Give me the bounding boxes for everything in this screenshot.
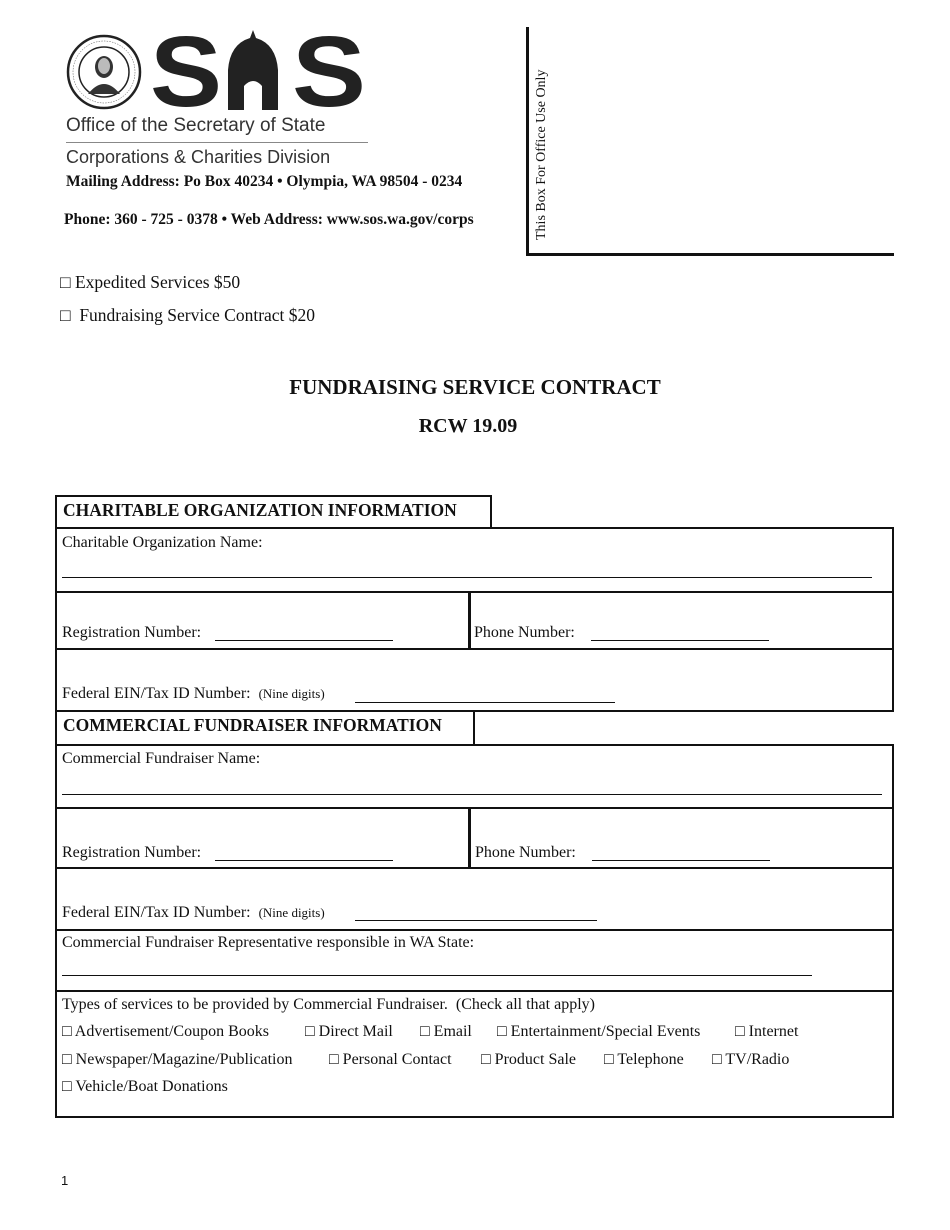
service-email-checkbox[interactable]: □ Email (420, 1023, 472, 1040)
commercial-representative-label: Commercial Fundraiser Representative responsible in WA State: (62, 934, 475, 951)
service-personal-contact-checkbox[interactable]: □ Personal Contact (329, 1051, 452, 1068)
office-use-box (526, 27, 894, 256)
commercial-name-field[interactable] (62, 794, 882, 795)
form-title: FUNDRAISING SERVICE CONTRACT (289, 375, 661, 399)
service-newspaper-checkbox[interactable]: □ Newspaper/Magazine/Publication (62, 1051, 293, 1068)
service-vehicle-boat-checkbox[interactable]: □ Vehicle/Boat Donations (62, 1078, 228, 1095)
page-number: 1 (61, 1173, 69, 1188)
mailing-address: Mailing Address: Po Box 40234 • Olympia, WA 98504 - 0234 (66, 173, 463, 190)
office-of-secretary-of-state-text: Office of the Secretary of State (66, 115, 326, 136)
commercial-name-label: Commercial Fundraiser Name: (62, 750, 261, 767)
service-tv-radio-checkbox[interactable]: □ TV/Radio (712, 1051, 790, 1068)
commercial-registration-label: Registration Number: (62, 844, 202, 861)
services-intro: Types of services to be provided by Commercial Fundraiser. (Check all that apply) (62, 996, 595, 1013)
charitable-ein-label (62, 685, 325, 703)
commercial-section-heading: COMMERCIAL FUNDRAISER INFORMATION (55, 710, 475, 746)
office-use-box-label: This Box For Office Use Only (534, 69, 549, 240)
commercial-registration-field[interactable] (215, 860, 393, 861)
fundraising-contract-fee-checkbox[interactable]: □ Fundraising Service Contract $20 (60, 305, 316, 325)
commercial-ein-hint: (Nine digits) (258, 905, 325, 920)
commercial-ein-label (62, 904, 325, 922)
charitable-ein-label-text: Federal EIN/Tax ID Number: (62, 685, 251, 702)
logo-divider (66, 142, 368, 143)
commercial-representative-field[interactable] (62, 975, 812, 976)
service-internet-checkbox[interactable]: □ Internet (735, 1023, 799, 1040)
svg-text:S: S (150, 30, 222, 112)
charitable-registration-label: Registration Number: (62, 624, 202, 641)
service-direct-mail-checkbox[interactable]: □ Direct Mail (305, 1023, 393, 1040)
commercial-ein-field[interactable] (355, 920, 597, 921)
service-telephone-checkbox[interactable]: □ Telephone (604, 1051, 684, 1068)
charitable-name-field[interactable] (62, 577, 872, 578)
charitable-phone-field[interactable] (591, 640, 769, 641)
service-advertisement-checkbox[interactable]: □ Advertisement/Coupon Books (62, 1023, 269, 1040)
charitable-name-label: Charitable Organization Name: (62, 534, 263, 551)
commercial-ein-label-text: Federal EIN/Tax ID Number: (62, 904, 251, 921)
commercial-phone-field[interactable] (592, 860, 770, 861)
svg-text:S: S (292, 30, 366, 112)
phone-web-address: Phone: 360 - 725 - 0378 • Web Address: www.sos.wa.gov/corps (64, 211, 474, 228)
charitable-registration-field[interactable] (215, 640, 393, 641)
charitable-ein-hint: (Nine digits) (258, 686, 325, 701)
charitable-section-heading: CHARITABLE ORGANIZATION INFORMATION (55, 495, 492, 529)
form-subtitle-rcw: RCW 19.09 (418, 415, 518, 437)
washington-state-seal-logo (66, 34, 142, 110)
division-name-text: Corporations & Charities Division (66, 147, 331, 167)
charitable-phone-label: Phone Number: (474, 624, 575, 641)
commercial-phone-label: Phone Number: (475, 844, 576, 861)
service-entertainment-checkbox[interactable]: □ Entertainment/Special Events (497, 1023, 701, 1040)
charitable-ein-field[interactable] (355, 702, 615, 703)
expedited-services-checkbox[interactable]: □ Expedited Services $50 (60, 272, 241, 292)
service-product-sale-checkbox[interactable]: □ Product Sale (481, 1051, 576, 1068)
sos-logo-letters (150, 30, 370, 112)
